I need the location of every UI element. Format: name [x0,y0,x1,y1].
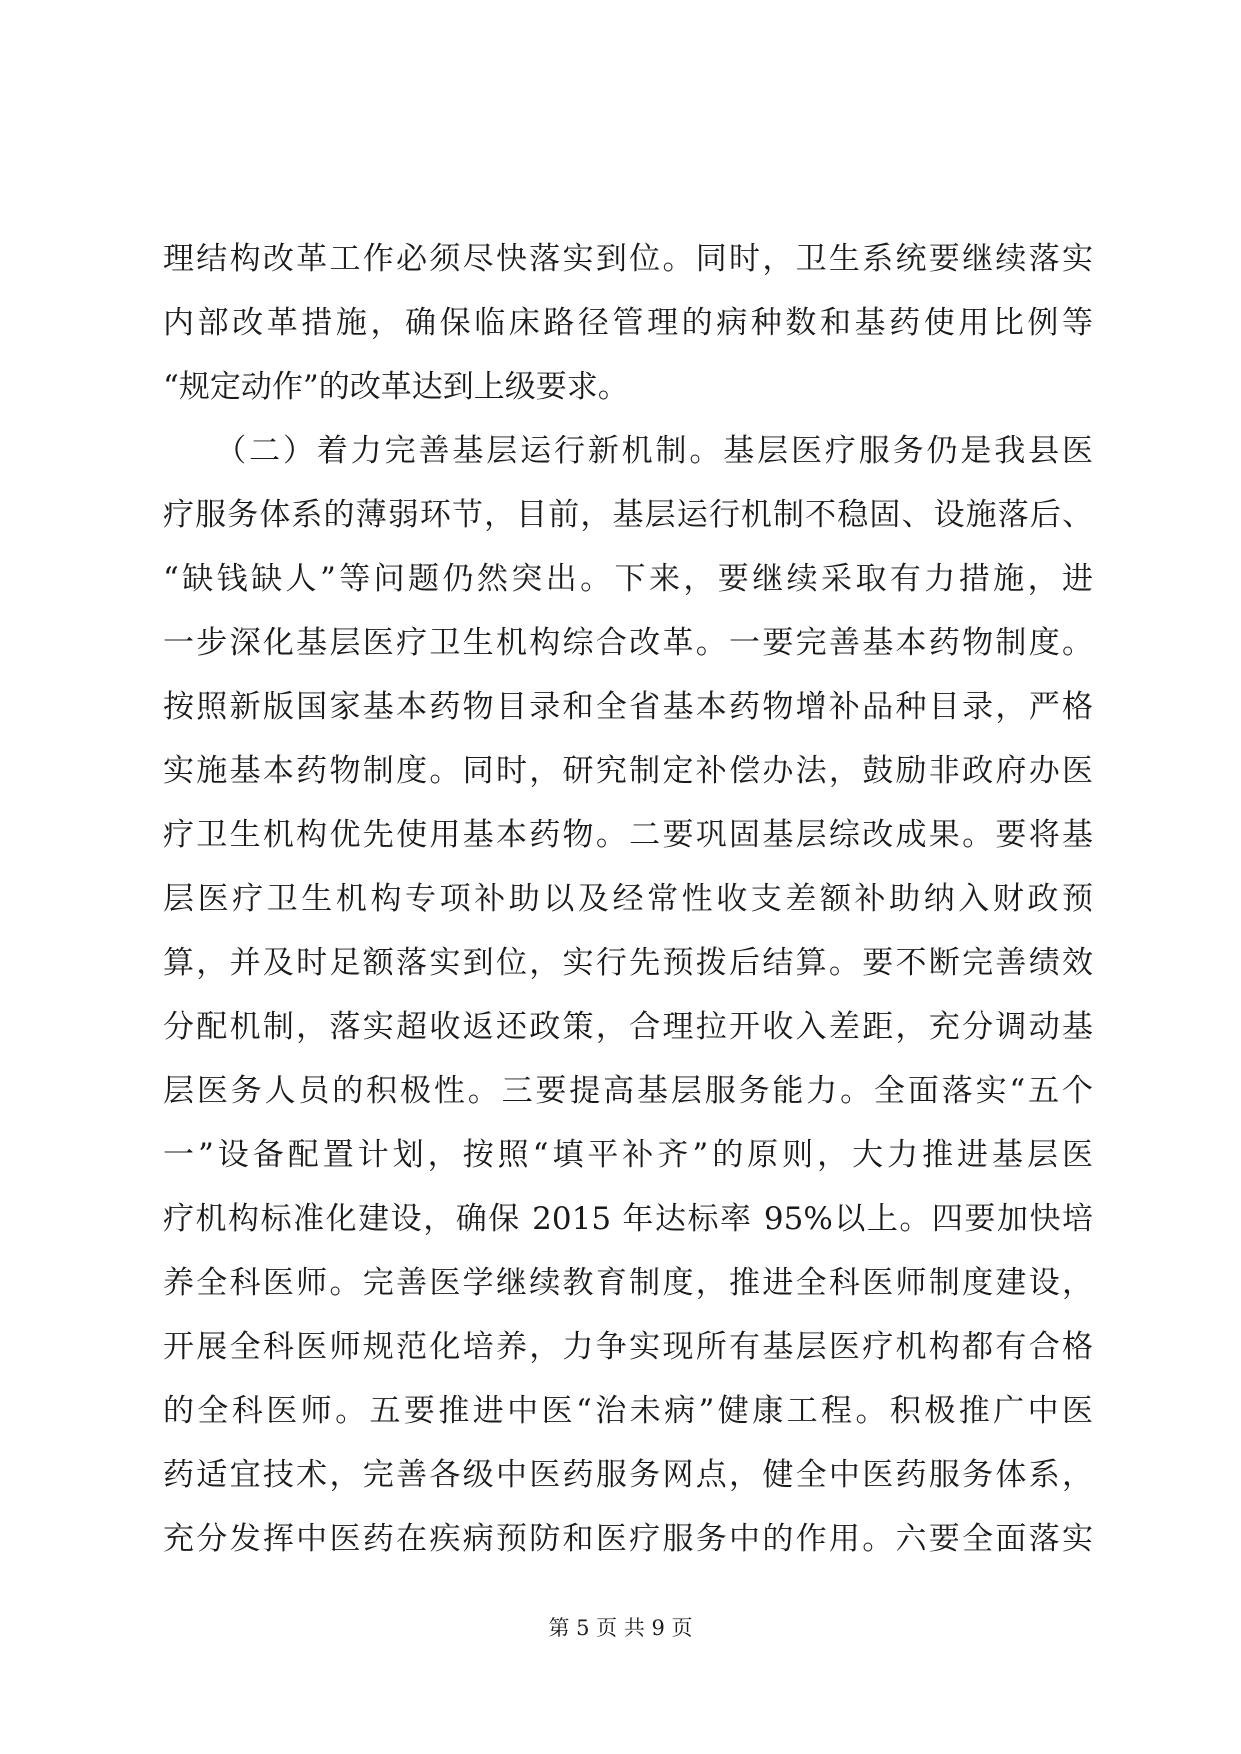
text-line: 充分发挥中医药在疾病预防和医疗服务中的作用。六要全面落实 [163,1521,1093,1557]
text-line: 内部改革措施，确保临床路径管理的病种数和基药使用比例等 [163,305,1093,341]
text-line: 分配机制，落实超收返还政策，合理拉开收入差距，充分调动基 [163,1009,1093,1045]
text-line: “缺钱缺人”等问题仍然突出。下来，要继续采取有力措施，进 [163,561,1093,597]
text-line: 疗服务体系的薄弱环节，目前，基层运行机制不稳固、设施落后、 [163,497,1093,533]
text-line: 按照新版国家基本药物目录和全省基本药物增补品种目录，严格 [163,689,1093,725]
text-line: 的全科医师。五要推进中医“治未病”健康工程。积极推广中医 [163,1393,1093,1429]
text-line: 一”设备配置计划，按照“填平补齐”的原则，大力推进基层医 [163,1137,1093,1173]
text-line: 养全科医师。完善医学继续教育制度，推进全科医师制度建设， [163,1265,1093,1301]
page-footer: 第 5 页 共 9 页 [548,1616,693,1640]
text-line: “规定动作”的改革达到上级要求。 [163,369,629,405]
text-line: 实施基本药物制度。同时，研究制定补偿办法，鼓励非政府办医 [163,753,1093,789]
text-line: 开展全科医师规范化培养，力争实现所有基层医疗机构都有合格 [163,1329,1093,1365]
text-line: 算，并及时足额落实到位，实行先预拨后结算。要不断完善绩效 [163,945,1093,981]
text-line: 层医疗卫生机构专项补助以及经常性收支差额补助纳入财政预 [163,881,1093,917]
text-line: 一步深化基层医疗卫生机构综合改革。一要完善基本药物制度。 [163,625,1093,661]
text-line: 层医务人员的积极性。三要提高基层服务能力。全面落实“五个 [163,1073,1093,1109]
text-line: 药适宜技术，完善各级中医药服务网点，健全中医药服务体系， [163,1457,1093,1493]
text-line: 疗机构标准化建设，确保 2015 年达标率 95%以上。四要加快培 [163,1201,1093,1237]
body-text [163,227,1093,1571]
text-line: （二）着力完善基层运行新机制。基层医疗服务仍是我县医 [163,433,1093,469]
text-line: 理结构改革工作必须尽快落实到位。同时，卫生系统要继续落实 [163,241,1093,277]
text-line: 疗卫生机构优先使用基本药物。二要巩固基层综改成果。要将基 [163,817,1093,853]
